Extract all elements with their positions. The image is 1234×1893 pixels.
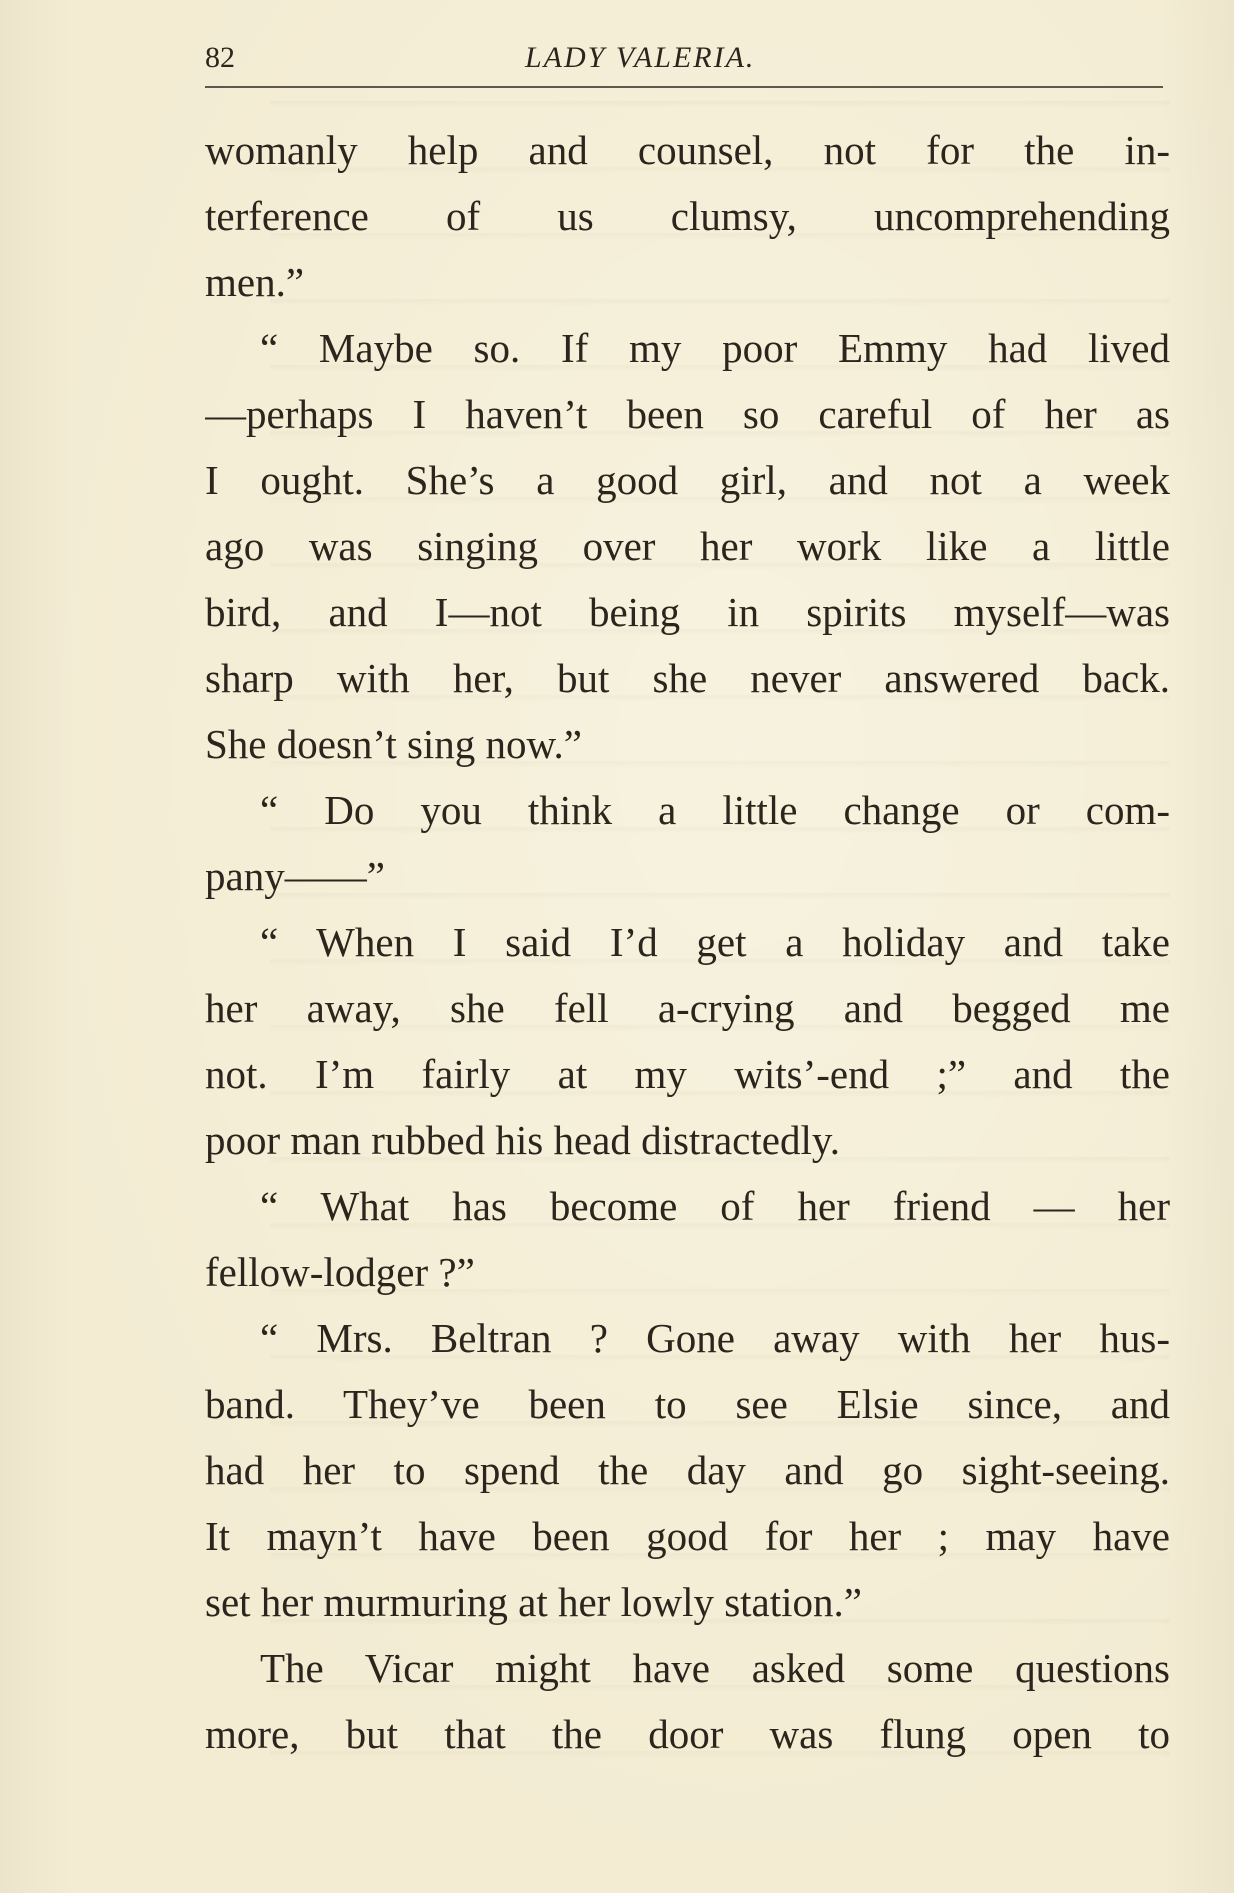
text-line: her away, she fell a-crying and begged me	[205, 985, 1170, 1031]
text-line: pany——”	[205, 853, 385, 899]
body-text	[205, 117, 1170, 1767]
text-line: “ Do you think a little change or com-	[260, 787, 1170, 833]
text-line: ago was singing over her work like a little	[205, 523, 1170, 569]
text-line: band. They’ve been to see Elsie since, and	[205, 1381, 1170, 1427]
text-line: poor man rubbed his head distractedly.	[205, 1117, 840, 1163]
header-rule	[205, 86, 1163, 88]
text-line: She doesn’t sing now.”	[205, 721, 582, 767]
text-line: It mayn’t have been good for her ; may have	[205, 1513, 1170, 1559]
text-line: not. I’m fairly at my wits’-end ;” and the	[205, 1051, 1170, 1097]
text-line: fellow-lodger ?”	[205, 1249, 475, 1295]
text-line: The Vicar might have asked some questions	[260, 1645, 1170, 1691]
text-line: had her to spend the day and go sight-seeing.	[205, 1447, 1170, 1493]
page-number: 82	[205, 41, 235, 74]
running-title: LADY VALERIA.	[525, 41, 756, 74]
text-line: “ Maybe so. If my poor Emmy had lived	[260, 325, 1170, 371]
text-line: more, but that the door was flung open to	[205, 1711, 1170, 1757]
text-line: bird, and I—not being in spirits myself—was	[205, 589, 1170, 635]
page-header	[205, 38, 1165, 98]
text-line: men.”	[205, 259, 305, 305]
text-line: set her murmuring at her lowly station.”	[205, 1579, 862, 1625]
text-line: womanly help and counsel, not for the in-	[205, 127, 1170, 173]
text-line: “ Mrs. Beltran ? Gone away with her hus-	[260, 1315, 1170, 1361]
text-line: I ought. She’s a good girl, and not a week	[205, 457, 1170, 503]
text-line: “ What has become of her friend — her	[260, 1183, 1170, 1229]
text-line: sharp with her, but she never answered back.	[205, 655, 1170, 701]
text-line: —perhaps I haven’t been so careful of her as	[205, 391, 1170, 437]
text-line: “ When I said I’d get a holiday and take	[260, 919, 1170, 965]
text-line: terference of us clumsy, uncomprehending	[205, 193, 1170, 239]
